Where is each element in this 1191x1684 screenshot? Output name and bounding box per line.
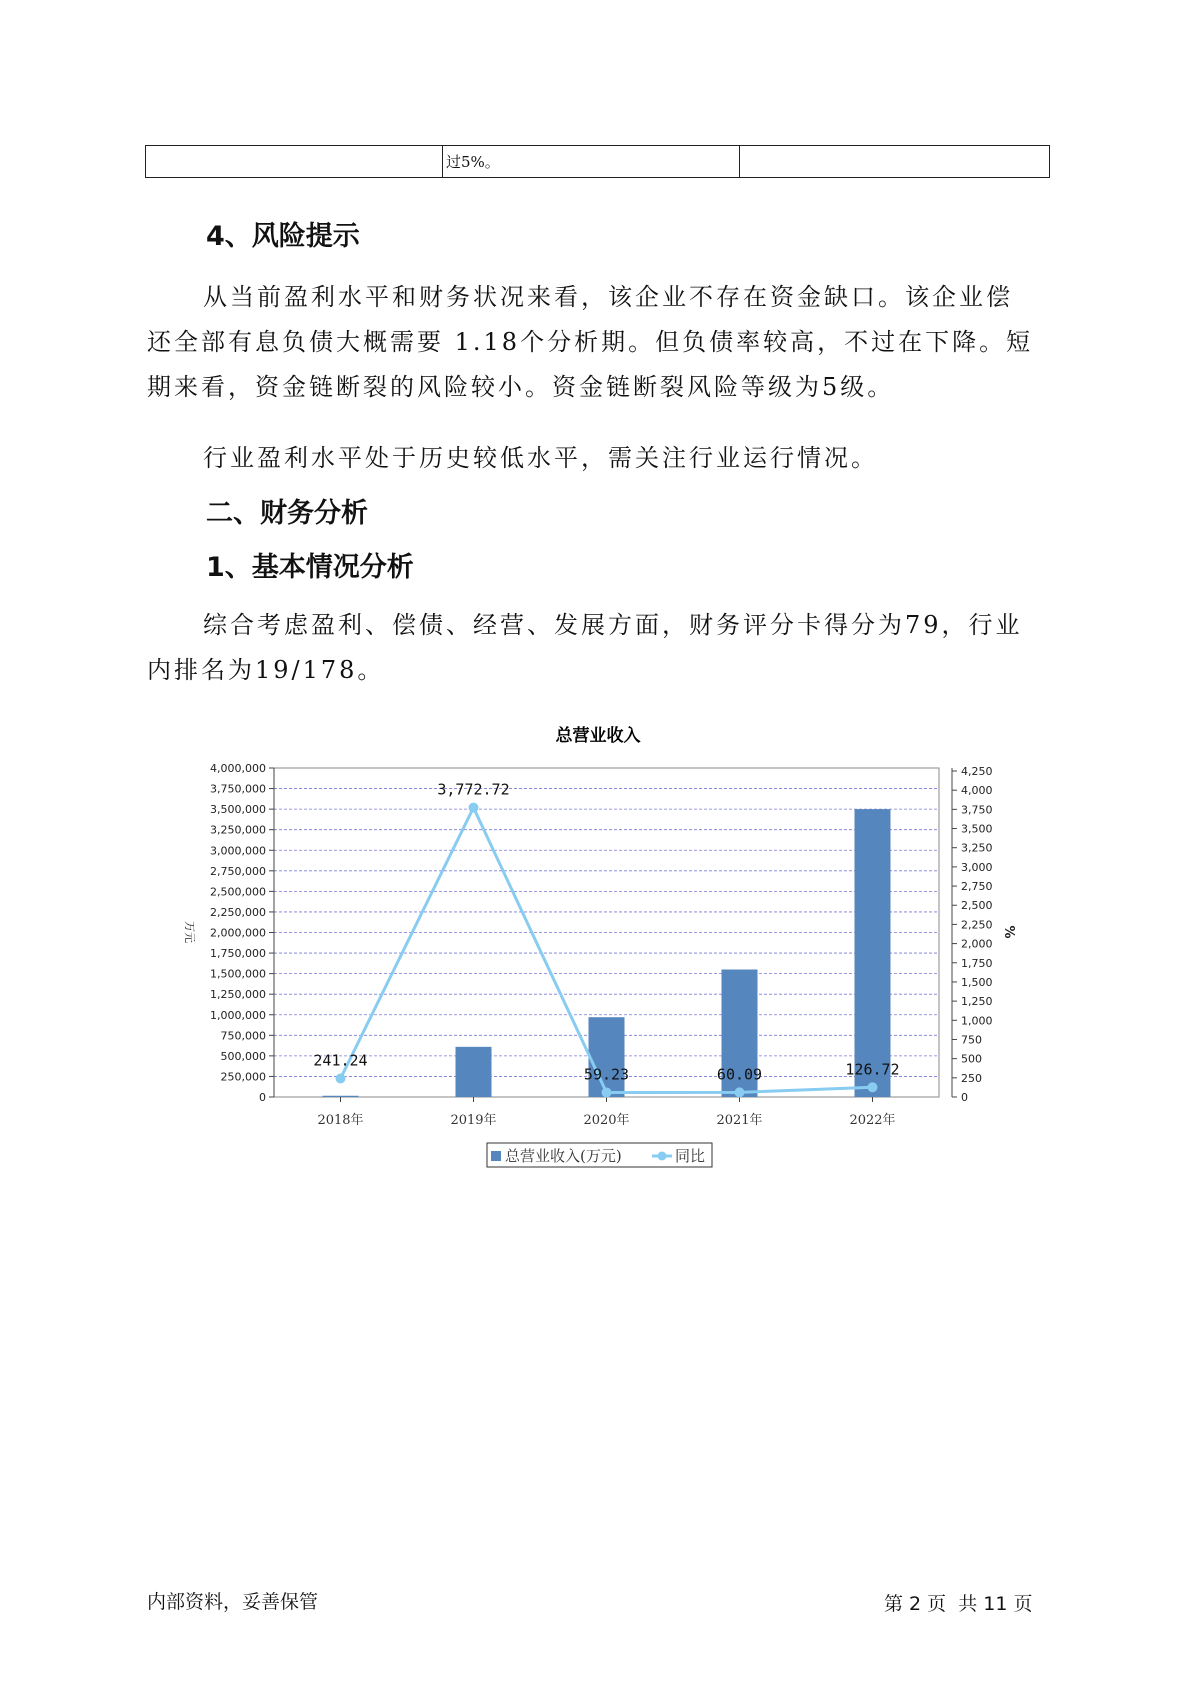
y-tick-label: 500,000	[220, 1049, 266, 1063]
y2-tick-label: 1,000	[961, 1014, 993, 1028]
footer-page-number: 第 2 页 共 11 页	[884, 1593, 1033, 1615]
risk-line-2: 还全部有息负债大概需要 1.18个分析期。但负债率较高，不过在下降。短	[147, 328, 1034, 356]
x-tick-label: 2019年	[450, 1113, 497, 1128]
bar-2020年	[589, 1017, 625, 1097]
y2-tick-label: 1,500	[961, 975, 993, 989]
risk-line-3: 期来看，资金链断裂的风险较小。资金链断裂风险等级为5级。	[147, 373, 895, 401]
basic-line-2: 内排名为19/178。	[147, 656, 385, 684]
y2-tick-label: 2,250	[961, 918, 993, 932]
legend-revenue: 总营业收入(万元)	[505, 1147, 622, 1165]
section-heading-risk: 4、风险提示	[206, 221, 360, 252]
y-tick-label: 0	[259, 1091, 266, 1104]
y-tick-label: 1,500,000	[210, 967, 266, 981]
x-tick-label: 2022年	[849, 1113, 896, 1128]
y-tick-label: 2,500,000	[210, 885, 266, 899]
y2-tick-label: 3,500	[961, 822, 993, 836]
x-tick-label: 2021年	[716, 1113, 763, 1128]
y2-axis-label: %	[1001, 925, 1016, 939]
yoy-point	[868, 1082, 878, 1092]
y-tick-label: 2,000,000	[210, 926, 266, 940]
y2-tick-label: 0	[961, 1091, 968, 1104]
yoy-data-label: 59.23	[583, 1065, 630, 1084]
y-tick-label: 2,750,000	[210, 864, 266, 878]
basic-line-1: 综合考虑盈利、偿债、经营、发展方面，财务评分卡得分为79，行业	[203, 611, 1023, 639]
y2-tick-label: 3,750	[961, 803, 993, 817]
yoy-data-label: 241.24	[313, 1051, 368, 1070]
y2-tick-label: 2,750	[961, 880, 993, 894]
risk-line-1: 从当前盈利水平和财务状况来看，该企业不存在资金缺口。该企业偿	[203, 283, 1013, 311]
yoy-point	[735, 1087, 745, 1097]
chart-title: 总营业收入	[555, 726, 641, 746]
chart-legend	[487, 1143, 712, 1167]
section-heading-basic: 1、基本情况分析	[206, 552, 414, 583]
yoy-point	[336, 1073, 346, 1083]
yoy-data-label: 3,772.72	[437, 780, 510, 799]
y-tick-label: 3,500,000	[210, 803, 266, 817]
table-cell: 过5%。	[443, 146, 740, 178]
yoy-point	[469, 803, 479, 813]
y-tick-label: 3,750,000	[210, 782, 266, 796]
legend-yoy: 同比	[675, 1147, 706, 1165]
y2-tick-label: 1,250	[961, 995, 993, 1009]
yoy-data-label: 60.09	[716, 1065, 763, 1084]
y2-tick-label: 2,000	[961, 937, 993, 951]
industry-paragraph: 行业盈利水平处于历史较低水平，需关注行业运行情况。	[203, 444, 878, 472]
y-tick-label: 1,000,000	[210, 1008, 266, 1022]
y-tick-label: 750,000	[220, 1029, 266, 1043]
y-tick-label: 1,750,000	[210, 947, 266, 961]
y2-tick-label: 250	[961, 1071, 982, 1085]
yoy-point	[602, 1087, 612, 1097]
y-tick-label: 3,000,000	[210, 844, 266, 858]
y-tick-label: 250,000	[220, 1070, 266, 1084]
y2-tick-label: 4,250	[961, 765, 993, 778]
y-tick-label: 2,250,000	[210, 905, 266, 919]
y-tick-label: 3,250,000	[210, 823, 266, 837]
y2-tick-label: 4,000	[961, 784, 993, 798]
bar-2022年	[855, 809, 891, 1097]
x-tick-label: 2020年	[583, 1113, 630, 1128]
y-axis-label: 万元	[183, 921, 196, 943]
bar-2019年	[456, 1047, 492, 1097]
y2-tick-label: 750	[961, 1033, 982, 1047]
y2-tick-label: 2,500	[961, 899, 993, 913]
y2-tick-label: 3,000	[961, 860, 993, 874]
legend-line-marker	[658, 1152, 667, 1161]
y2-tick-label: 1,750	[961, 956, 993, 970]
legend-bar-swatch	[491, 1151, 501, 1161]
y-tick-label: 4,000,000	[210, 762, 266, 775]
y2-tick-label: 3,250	[961, 841, 993, 855]
yoy-data-label: 126.72	[845, 1060, 900, 1079]
bar-2018年	[323, 1096, 359, 1097]
section-heading-financial: 二、财务分析	[206, 498, 368, 529]
footer-left: 内部资料，妥善保管	[147, 1591, 319, 1613]
y-tick-label: 1,250,000	[210, 988, 266, 1002]
y2-tick-label: 500	[961, 1052, 982, 1066]
x-tick-label: 2018年	[317, 1113, 364, 1128]
